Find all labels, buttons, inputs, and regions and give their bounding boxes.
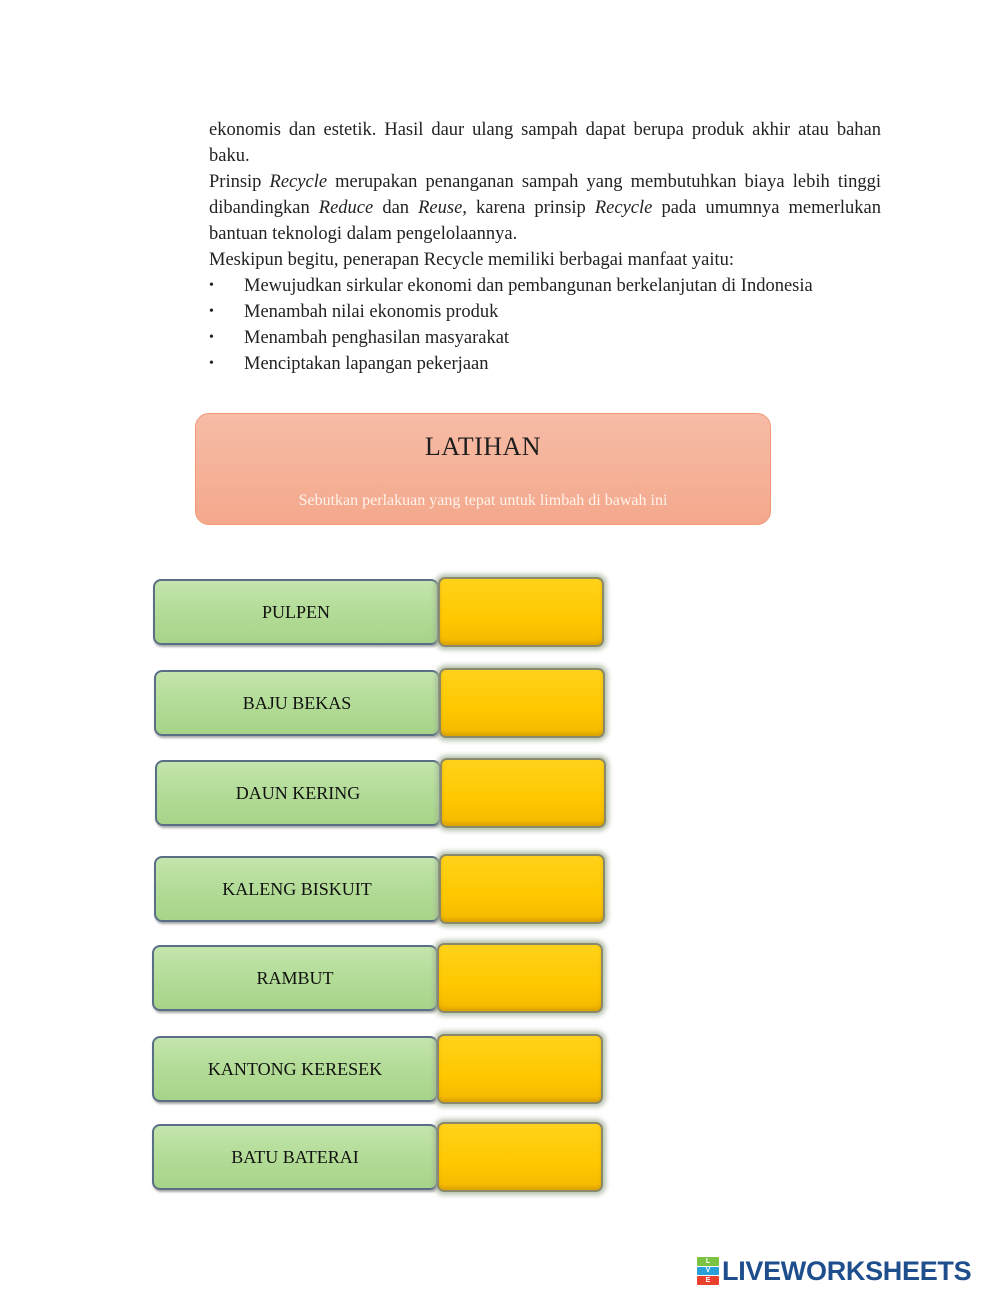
- logo-mark-icon: L V E: [697, 1257, 719, 1285]
- answer-box[interactable]: [437, 1034, 603, 1104]
- paragraph-2: Prinsip Recycle merupakan penanganan sampah yang membutuhkan biaya lebih tinggi dibandingkan Reduce dan Reuse, karena prinsip Recycle pada umumnya memerlukan bantuan teknologi dalam pengelolaannya.: [209, 172, 882, 244]
- item-label: PULPEN: [153, 579, 439, 645]
- paragraph-1: ekonomis dan estetik. Hasil daur ulang sampah dapat berupa produk akhir atau bahan baku.: [209, 120, 881, 166]
- paragraph-3: Meskipun begitu, penerapan Recycle memiliki berbagai manfaat yaitu:: [209, 250, 735, 270]
- bullet-icon: •: [209, 330, 214, 345]
- item-label: DAUN KERING: [155, 760, 441, 826]
- exercise-instruction: Sebutkan perlakuan yang tepat untuk limbah di bawah ini: [298, 492, 668, 509]
- answer-box[interactable]: [439, 854, 605, 924]
- list-item: • Menambah penghasilan masyarakat: [209, 325, 881, 351]
- logo-text: LIVEWORKSHEETS: [722, 1255, 972, 1286]
- item-label: BAJU BEKAS: [154, 670, 440, 736]
- answer-box[interactable]: [439, 668, 605, 738]
- exercise-title: LATIHAN: [424, 432, 542, 461]
- bullet-icon: •: [209, 304, 214, 319]
- liveworksheets-logo: [697, 1255, 971, 1287]
- benefits-list: [209, 273, 881, 377]
- list-item: • Menambah nilai ekonomis produk: [209, 299, 881, 325]
- item-label: RAMBUT: [152, 945, 438, 1011]
- bullet-icon: •: [209, 278, 214, 293]
- item-label: KALENG BISKUIT: [154, 856, 440, 922]
- item-label: BATU BATERAI: [152, 1124, 438, 1190]
- item-label: KANTONG KERESEK: [152, 1036, 438, 1102]
- list-item: • Mewujudkan sirkular ekonomi dan pembangunan berkelanjutan di Indonesia: [209, 273, 881, 299]
- exercise-header: [195, 413, 771, 525]
- article-text: [209, 117, 881, 377]
- bullet-icon: •: [209, 356, 214, 371]
- list-item: • Menciptakan lapangan pekerjaan: [209, 351, 881, 377]
- answer-box[interactable]: [437, 943, 603, 1013]
- answer-box[interactable]: [437, 1122, 603, 1192]
- answer-box[interactable]: [440, 758, 606, 828]
- answer-box[interactable]: [438, 577, 604, 647]
